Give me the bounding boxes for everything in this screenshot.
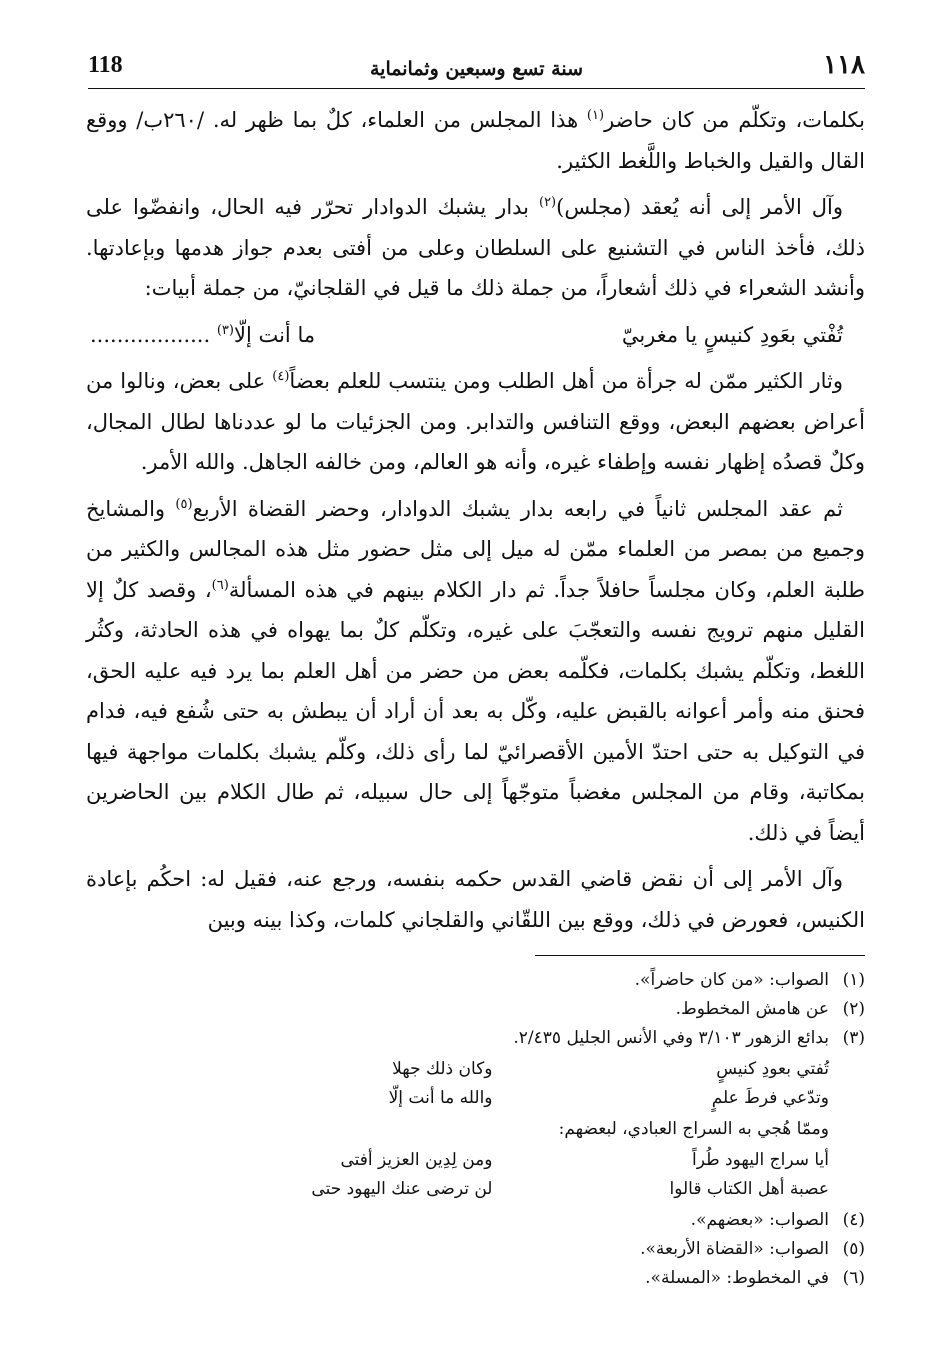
paragraph-2: وآل الأمر إلى أنه يُعقد (مجلس)$^{(٢)}$ بدار يشبك الدوادار تحرّر فيه الحال، وانفضّوا على ذلك، فأخذ الناس في التشنيع على السلطان وعلى من أفتى بعدم جواز هدمها وبإعادتها. وأنشد الشعراء في ذلك أشعاراً، من جملة ذلك ما قيل في القلجانيّ، من جملة أبيات: [86, 195, 865, 300]
verse-line [86, 315, 865, 356]
main-text [86, 100, 865, 946]
running-title: سنة تسع وسبعين وثمانماية [370, 58, 583, 80]
footnote-ref-5: (٥) [175, 496, 193, 512]
footnote-ref-1: (١) [586, 108, 605, 123]
footnote-poem-2: أيا سراج اليهود طُراً ومن لِدِين العزيز أفتى عصبة أهل الكتاب قالوا لن ترضى عنك اليهود حتى [311, 1150, 829, 1199]
verse-hemistich-2: ما أنت إلّا$^{(٣)}$ .................. [90, 322, 316, 347]
footnote-3: (٣) بدائع الزهور ٣/١٠٣ وفي الأنس الجليل ٢/٤٣٥. [513, 1028, 865, 1048]
footnote-ref-4: (٤) [272, 369, 290, 384]
footnotes [86, 966, 865, 1293]
footnote-2: (٢) عن هامش المخطوط. [675, 999, 865, 1019]
page-number-arabic: ١١٨ [823, 50, 865, 80]
footnote-1: (١) الصواب: «من كان حاضراً». [634, 970, 865, 990]
footnote-4: (٤) الصواب: «بعضهم». [690, 1210, 865, 1230]
footnote-ref-6: (٦) [211, 577, 229, 593]
paragraph-1: بكلمات، وتكلّم من كان حاضر$^{(١)}$ هذا المجلس من العلماء، كلٌ بما ظهر له. /٢٦٠ب/ ووقع القال والقيل والخباط واللَّغط الكثير. [86, 108, 865, 173]
paragraph-4: ثم عقد المجلس ثانياً في رابعه بدار يشبك الدوادار، وحضر القضاة الأربع$^{(٥)}$ والمشايخ وجميع من بمصر من العلماء ممّن له ميل إلى مثل حضور مثل هذه المجالس والكثير من طلبة العلم، وكان مجلساً حافلاً جداً. ثم دار الكلام بينهم في هذه المسألة$^{(٦)}$، وقصد كلٌ إلا القليل منهم ترويج نفسه والتعجّبَ على غيره، وتكلّم كلٌ بما يهواه في هذه الحادثة، وكثُر اللغط، وتكلّم يشبك بكلمات، فكلّمه بعض من حضر من أهل العلم بما يرد فيه عليه الحق، فحنق منه وأمر أعوانه بالقبض عليه، وكّل به بعد أن أراد أن يبطش به حتى شُفع فيه، فدام في التوكيل به حتى احتدّ الأمين الأقصرائيّ لما رأى ذلك، وكلّم يشبك بكلمات مواجهة فيها بمكاتبة، وقام من المجلس مغضباً متوجّهاً إلى حال سبيله، ثم طال الكلام بين الحاضرين أيضاً في ذلك. [86, 496, 865, 845]
footnote-ref-2: (٢) [538, 195, 557, 210]
footnote-6: (٦) في المخطوط: «المسلة». [645, 1268, 865, 1288]
page-number-latin: 118 [88, 52, 123, 78]
paragraph-5: وآل الأمر إلى أن نقض قاضي القدس حكمه بنفسه، ورجع عنه، فقيل له: احكُم بإعادة الكنيس، فعورض في ذلك، ووقع بين اللقّاني والقلجاني كلمات، وكذا بينه وبين [86, 867, 865, 932]
footnote-5: (٥) الصواب: «القضاة الأربعة». [640, 1239, 865, 1259]
paragraph-3: وثار الكثير ممّن له جرأة من أهل الطلب ومن ينتسب للعلم بعضاً$^{(٤)}$ على بعض، ونالوا من أعراض بعضهم البعض، ووقع التنافس والتدابر. ومن الجزئيات ما لو عددناها لطال المجال، وكلٌ قصدُه إظهار نفسه وإطفاء غيره، وأنه هو العالم، ومن خالفه الجاهل. والله الأمر. [86, 369, 865, 474]
footnote-poem-intro: وممّا هُجي به السراج العبادي، لبعضهم: [558, 1119, 829, 1139]
footnote-poem-1: تُفتي بعودِ كنيسٍ وكان ذلك جهلا وتدّعي فرطَ علمٍ والله ما أنت إلّا [388, 1059, 829, 1108]
footnote-ref-3: (٣) [216, 322, 234, 338]
page-header [88, 48, 865, 89]
verse-hemistich-1: تُفْتي بعَودِ كنيسٍ يا مغربيّ [621, 322, 843, 347]
footnote-divider [535, 955, 865, 956]
